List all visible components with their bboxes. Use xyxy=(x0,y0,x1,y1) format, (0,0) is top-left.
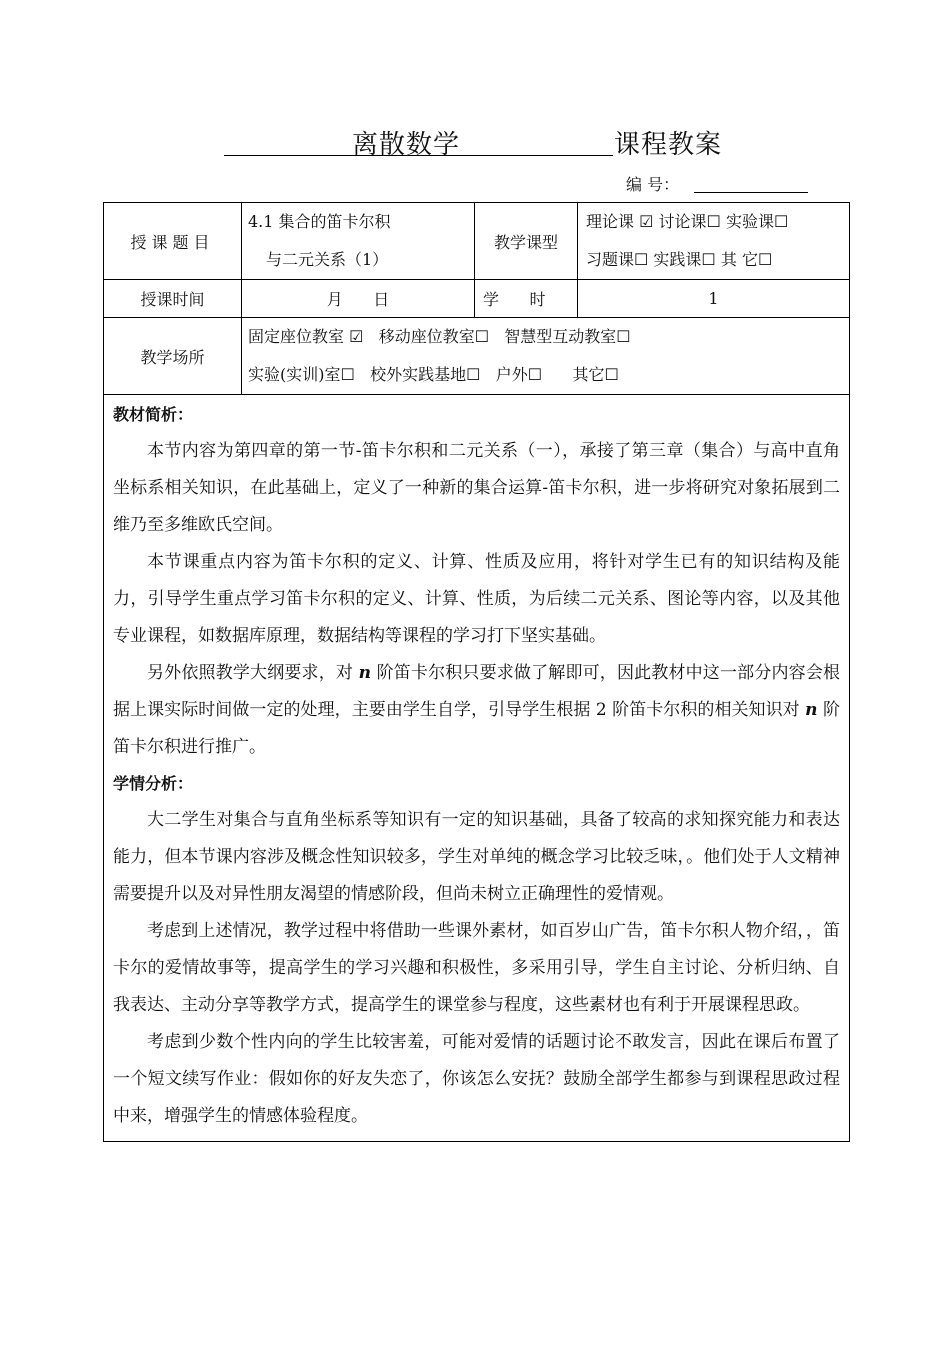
date-cell: 月 日 xyxy=(242,280,475,318)
venue-cell xyxy=(242,318,850,395)
lesson-type-line-2: 习题课☐ 实践课☐ 其 它☐ xyxy=(586,250,773,269)
venue-line-2: 实验(实训)室☐ 校外实践基地☐ 户外☐ 其它☐ xyxy=(248,365,619,384)
venue-label: 教学场所 xyxy=(104,318,242,395)
math-n-2: n xyxy=(805,700,818,720)
material-p3-a: 另外依照教学大纲要求，对 xyxy=(147,663,359,683)
serial-number-label: 编 号： xyxy=(626,175,680,194)
venue-line-1: 固定座位教室 ☑ 移动座位教室☐ 智慧型互动教室☐ xyxy=(248,327,631,346)
analysis-cell xyxy=(104,395,850,1142)
student-analysis-title: 学情分析： xyxy=(113,774,194,793)
title-suffix: 课程教案 xyxy=(614,130,723,160)
table-row xyxy=(104,318,850,395)
lesson-type-line-1: 理论课 ☑ 讨论课☐ 实验课☐ xyxy=(586,212,789,231)
course-name: 离散数学 xyxy=(352,130,461,160)
material-paragraph-1: 本节内容为第四章的第一节-笛卡尔积和二元关系（一），承接了第三章（集合）与高中直角坐标系相关知识，在此基础上，定义了一种新的集合运算-笛卡尔积，进一步将研究对象拓展到二维乃至多维欧氏空间。 xyxy=(113,441,840,535)
student-paragraph-2: 考虑到上述情况，教学过程中将借助一些课外素材，如百岁山广告，笛卡尔积人物介绍，，笛卡尔的爱情故事等，提高学生的学习兴趣和积极性，多采用引导，学生自主讨论、分析归纳、自我表达、主动分享等教学方式，提高学生的课堂参与程度，这些素材也有利于开展课程思政。 xyxy=(113,921,840,1015)
material-p3-b: 阶笛卡尔积只要求做了解即可，因此教材中这一部分内容会根据上课实际时间做一定的处理，主要由学生自学，引导学生根据 2 阶笛卡尔积的相关知识对 xyxy=(113,663,841,720)
material-p3-c: 阶笛卡尔积进行推广。 xyxy=(113,700,841,757)
document-title xyxy=(224,124,744,160)
material-paragraph-2: 本节课重点内容为笛卡尔积的定义、计算、性质及应用，将针对学生已有的知识结构及能力，引导学生重点学习笛卡尔积的定义、计算、性质，为后续二元关系、图论等内容，以及其他专业课程，如数据库原理，数据结构等课程的学习打下坚实基础。 xyxy=(113,552,840,646)
hours-label: 学 时 xyxy=(475,280,578,318)
topic-line-2: 与二元关系（1） xyxy=(266,250,389,269)
lesson-plan-table xyxy=(103,202,850,1142)
table-row xyxy=(104,280,850,318)
student-paragraph-1: 大二学生对集合与直角坐标系等知识有一定的知识基础，具备了较高的求知探究能力和表达能力，但本节课内容涉及概念性知识较多，学生对单纯的概念学习比较乏味，。他们处于人文精神需要提升以及对异性朋友渴望的情感阶段，但尚未树立正确理性的爱情观。 xyxy=(113,810,840,904)
topic-label: 授课题目 xyxy=(104,203,242,280)
topic-line-1: 4.1 集合的笛卡尔积 xyxy=(248,212,391,231)
time-label: 授课时间 xyxy=(104,280,242,318)
student-paragraph-3: 考虑到少数个性内向的学生比较害羞，可能对爱情的话题讨论不敢发言，因此在课后布置了一个短文续写作业：假如你的好友失恋了，你该怎么安抚？鼓励全部学生都参与到课程思政过程中来，增强学生的情感体验程度。 xyxy=(113,1032,840,1126)
hours-value: 1 xyxy=(578,280,850,318)
material-paragraph-3 xyxy=(113,655,840,766)
math-n-1: n xyxy=(358,663,371,683)
table-row xyxy=(104,203,850,280)
material-analysis-title: 教材简析： xyxy=(113,405,194,424)
table-row xyxy=(104,395,850,1142)
topic-cell xyxy=(242,203,475,280)
lesson-type-cell xyxy=(578,203,850,280)
serial-number-field xyxy=(694,192,808,193)
lesson-type-label: 教学课型 xyxy=(475,203,578,280)
